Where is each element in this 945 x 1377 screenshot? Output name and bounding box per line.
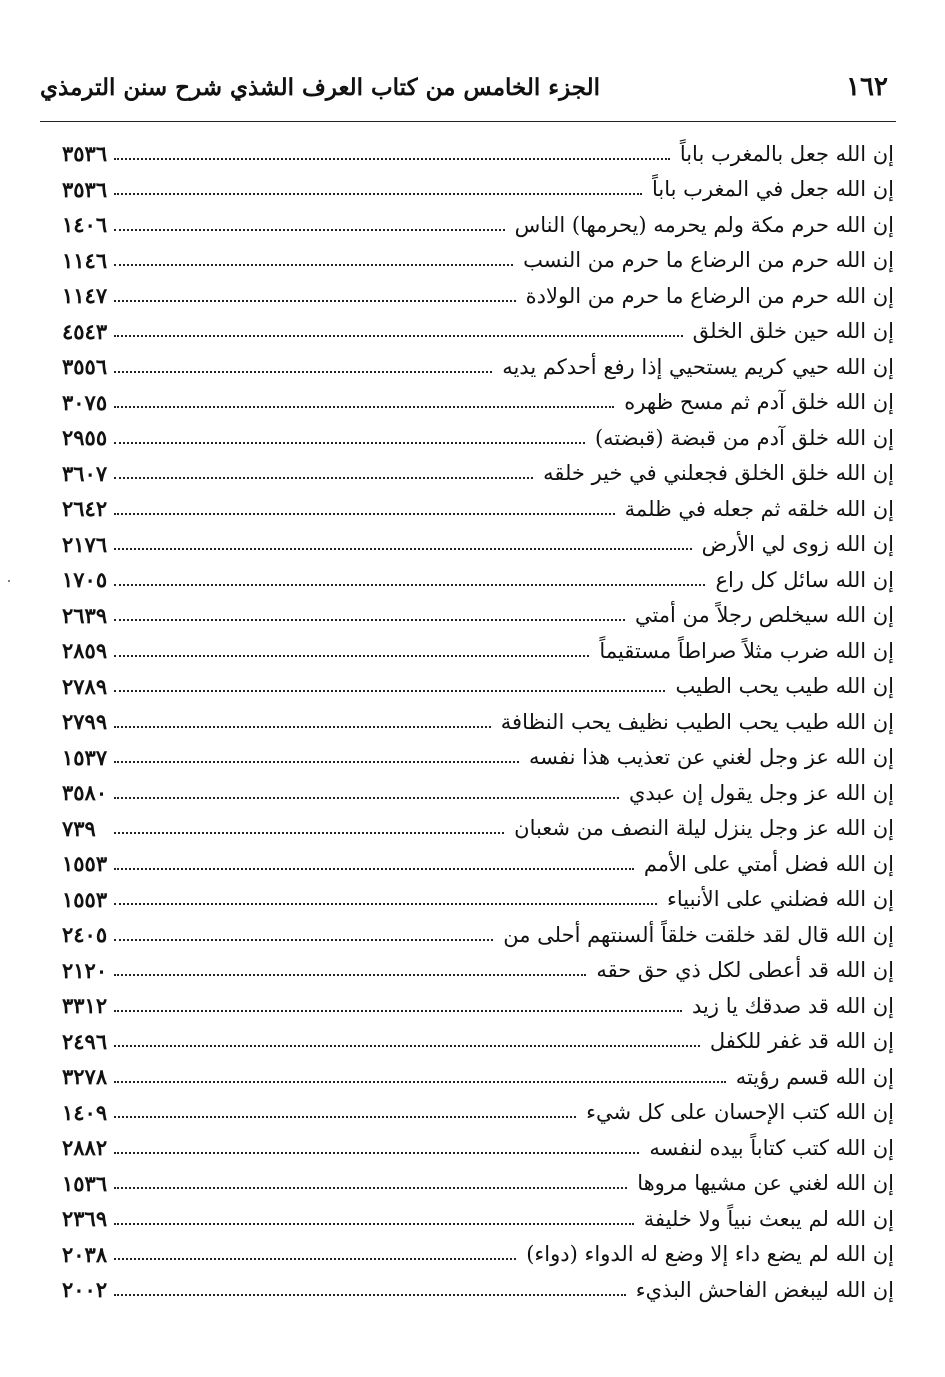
entry-phrase: إن الله جعل بالمغرب باباً <box>679 141 894 166</box>
entry-phrase: إن الله لم يضع داء إلا وضع له الدواء (دواء) <box>526 1242 894 1267</box>
dot-leader <box>114 761 519 763</box>
index-entry <box>62 704 894 740</box>
entry-hadith-number: ٢٤٠٥ <box>62 922 108 948</box>
entry-hadith-number: ٢٠٣٨ <box>62 1241 108 1267</box>
index-entry <box>62 456 894 492</box>
entry-hadith-number: ٣٥٣٦ <box>62 176 108 202</box>
entry-phrase: إن الله خلق آدم من قبضة (قبضته) <box>594 425 894 450</box>
entry-phrase: إن الله فضلني على الأنبياء <box>666 887 894 912</box>
dot-leader <box>114 903 657 905</box>
entry-hadith-number: ١٥٣٧ <box>62 744 108 770</box>
index-entry <box>62 669 894 705</box>
entry-hadith-number: ٣٥٨٠ <box>62 780 108 806</box>
index-entry <box>62 1201 894 1237</box>
entry-hadith-number: ٧٣٩ <box>62 815 96 841</box>
index-entry <box>62 1237 894 1273</box>
entry-hadith-number: ٢٦٤٢ <box>62 496 108 522</box>
index-entry <box>62 811 894 847</box>
dot-leader <box>114 868 634 870</box>
entry-phrase: إن الله زوى لي الأرض <box>701 532 894 557</box>
dot-leader <box>114 1081 726 1083</box>
index-entry <box>62 314 894 350</box>
index-entry <box>62 243 894 279</box>
entry-hadith-number: ٢٤٩٦ <box>62 1028 108 1054</box>
margin-speck <box>8 580 10 582</box>
entry-hadith-number: ١١٤٧ <box>62 283 108 309</box>
dot-leader <box>114 477 533 479</box>
entry-phrase: إن الله ضرب مثلاً صراطاً مستقيماً <box>599 638 894 663</box>
entry-phrase: إن الله حرم من الرضاع ما حرم من الولادة <box>525 283 894 308</box>
entry-phrase: إن الله عز وجل ينزل ليلة النصف من شعبان <box>514 816 894 841</box>
dot-leader <box>114 1223 634 1225</box>
dot-leader <box>114 832 504 834</box>
running-title: الجزء الخامس من كتاب العرف الشذي شرح سنن الترمذي <box>40 74 601 101</box>
entry-hadith-number: ٣٣١٢ <box>62 993 108 1019</box>
header-rule <box>40 121 896 122</box>
entry-phrase: إن الله لم يبعث نبياً ولا خليفة <box>643 1206 894 1231</box>
entry-hadith-number: ٣٥٥٦ <box>62 354 108 380</box>
entry-phrase: إن الله قد صدقك يا زيد <box>692 993 894 1018</box>
dot-leader <box>114 726 491 728</box>
dot-leader <box>114 300 516 302</box>
index-entry <box>62 917 894 953</box>
index-entry <box>62 1166 894 1202</box>
entry-phrase: إن الله خلق الخلق فجعلني في خير خلقه <box>543 461 894 486</box>
entry-phrase: إن الله خلق آدم ثم مسح ظهره <box>624 390 894 415</box>
dot-leader <box>114 548 692 550</box>
index-entry <box>62 775 894 811</box>
dot-leader <box>114 442 585 444</box>
dot-leader <box>114 974 586 976</box>
entry-hadith-number: ٣٠٧٥ <box>62 389 108 415</box>
entry-hadith-number: ٢٧٨٩ <box>62 673 108 699</box>
index-entry <box>62 1130 894 1166</box>
entry-hadith-number: ٢٩٥٥ <box>62 425 108 451</box>
index-entry <box>62 491 894 527</box>
running-header <box>40 66 896 116</box>
dot-leader <box>114 619 625 621</box>
entry-hadith-number: ٣٢٧٨ <box>62 1064 108 1090</box>
entry-phrase: إن الله جعل في المغرب باباً <box>652 177 894 202</box>
entry-hadith-number: ٢١٢٠ <box>62 957 108 983</box>
entry-phrase: إن الله عز وجل يقول إن عبدي <box>628 780 894 805</box>
entry-hadith-number: ٢٦٣٩ <box>62 602 108 628</box>
index-entry <box>62 278 894 314</box>
entry-phrase: إن الله قد غفر للكفل <box>709 1029 894 1054</box>
dot-leader <box>114 406 614 408</box>
entry-phrase: إن الله فضل أمتي على الأمم <box>643 851 894 876</box>
page-number: ١٦٢ <box>846 72 888 102</box>
dot-leader <box>114 193 642 195</box>
entry-phrase: إن الله عز وجل لغني عن تعذيب هذا نفسه <box>529 745 894 770</box>
dot-leader <box>114 1045 700 1047</box>
dot-leader <box>114 371 492 373</box>
entry-hadith-number: ١٤٠٦ <box>62 212 108 238</box>
dot-leader <box>114 158 670 160</box>
entry-phrase: إن الله حرم من الرضاع ما حرم من النسب <box>523 248 894 273</box>
dot-leader <box>114 1258 516 1260</box>
entry-hadith-number: ٤٥٤٣ <box>62 318 108 344</box>
entry-phrase: إن الله طيب يحب الطيب <box>675 674 894 699</box>
index-entry <box>62 136 894 172</box>
entry-hadith-number: ١٧٠٥ <box>62 567 108 593</box>
dot-leader <box>114 1152 639 1154</box>
entry-phrase: إن الله ليبغض الفاحش البذيء <box>635 1277 894 1302</box>
index-entry <box>62 988 894 1024</box>
index-entry <box>62 633 894 669</box>
entry-phrase: إن الله كتب كتاباً بيده لنفسه <box>649 1135 894 1160</box>
dot-leader <box>114 690 665 692</box>
dot-leader <box>114 513 615 515</box>
index-list <box>62 136 894 1308</box>
entry-phrase: إن الله سائل كل راع <box>715 567 894 592</box>
dot-leader <box>114 264 513 266</box>
index-entry <box>62 953 894 989</box>
dot-leader <box>114 335 683 337</box>
entry-phrase: إن الله لغني عن مشيها مروها <box>637 1171 894 1196</box>
index-entry <box>62 527 894 563</box>
index-entry <box>62 172 894 208</box>
entry-hadith-number: ٣٥٣٦ <box>62 141 108 167</box>
entry-hadith-number: ١٥٥٣ <box>62 851 108 877</box>
dot-leader <box>114 1010 682 1012</box>
index-entry <box>62 1024 894 1060</box>
index-entry <box>62 1059 894 1095</box>
entry-phrase: إن الله قسم رؤيته <box>735 1064 894 1089</box>
index-entry <box>62 420 894 456</box>
entry-hadith-number: ٢٨٥٩ <box>62 638 108 664</box>
dot-leader <box>114 797 619 799</box>
entry-phrase: إن الله طيب يحب الطيب نظيف يحب النظافة <box>500 709 894 734</box>
entry-phrase: إن الله حرم مكة ولم يحرمه (يحرمها) الناس <box>514 212 894 237</box>
index-entry <box>62 385 894 421</box>
entry-hadith-number: ٢٠٠٢ <box>62 1277 108 1303</box>
entry-hadith-number: ٢٧٩٩ <box>62 709 108 735</box>
index-entry <box>62 349 894 385</box>
entry-hadith-number: ١٥٥٣ <box>62 886 108 912</box>
index-entry <box>62 598 894 634</box>
index-entry <box>62 882 894 918</box>
index-entry <box>62 1272 894 1308</box>
entry-phrase: إن الله حين خلق الخلق <box>692 319 894 344</box>
dot-leader <box>114 655 589 657</box>
entry-phrase: إن الله خلقه ثم جعله في ظلمة <box>624 496 894 521</box>
index-entry <box>62 740 894 776</box>
entry-phrase: إن الله قال لقد خلقت خلقاً ألسنتهم أحلى من <box>503 922 894 947</box>
entry-phrase: إن الله كتب الإحسان على كل شيء <box>586 1100 894 1125</box>
dot-leader <box>114 939 493 941</box>
index-entry <box>62 846 894 882</box>
entry-hadith-number: ١١٤٦ <box>62 247 108 273</box>
entry-hadith-number: ١٥٣٦ <box>62 1170 108 1196</box>
entry-hadith-number: ١٤٠٩ <box>62 1099 108 1125</box>
entry-hadith-number: ٢١٧٦ <box>62 531 108 557</box>
index-entry <box>62 207 894 243</box>
dot-leader <box>114 229 505 231</box>
dot-leader <box>114 1187 627 1189</box>
dot-leader <box>114 1116 576 1118</box>
entry-hadith-number: ٣٦٠٧ <box>62 460 108 486</box>
index-entry <box>62 562 894 598</box>
entry-phrase: إن الله حيي كريم يستحيي إذا رفع أحدكم يديه <box>502 354 894 379</box>
entry-phrase: إن الله سيخلص رجلاً من أمتي <box>634 603 894 628</box>
entry-hadith-number: ٢٣٦٩ <box>62 1206 108 1232</box>
entry-phrase: إن الله قد أعطى لكل ذي حق حقه <box>596 958 894 983</box>
dot-leader <box>114 1294 626 1296</box>
entry-hadith-number: ٢٨٨٢ <box>62 1135 108 1161</box>
index-entry <box>62 1095 894 1131</box>
dot-leader <box>114 584 705 586</box>
